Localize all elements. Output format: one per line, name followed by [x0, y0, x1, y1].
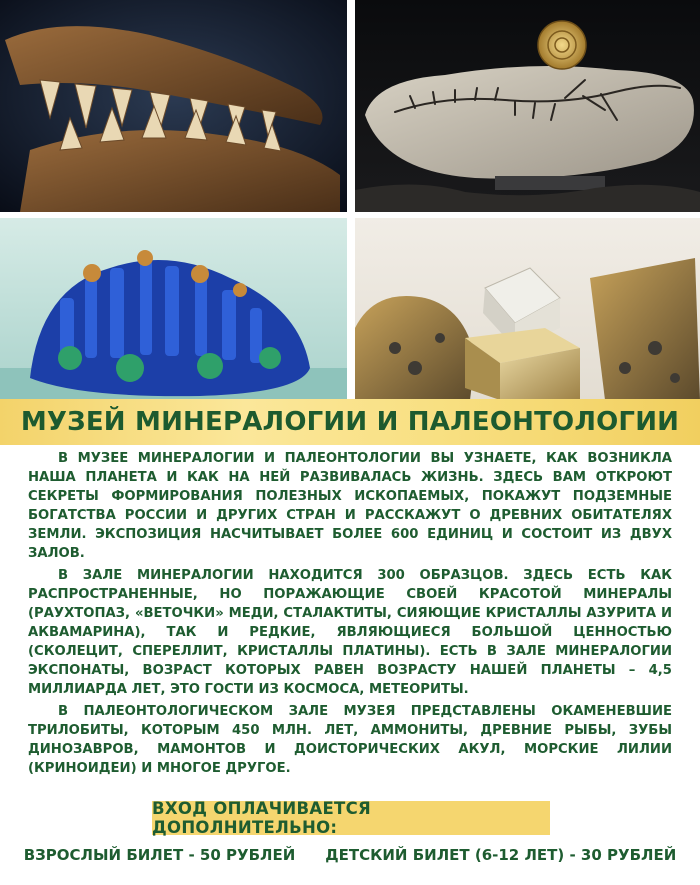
page-title: МУЗЕЙ МИНЕРАЛОГИИ И ПАЛЕОНТОЛОГИИ [20, 407, 680, 437]
adult-ticket-price: ВЗРОСЛЫЙ БИЛЕТ - 50 РУБЛЕЙ [23, 846, 296, 864]
paragraph-mineralogy: В ЗАЛЕ МИНЕРАЛОГИИ НАХОДИТСЯ 300 ОБРАЗЦОВ. ЗДЕСЬ ЕСТЬ КАК РАСПРОСТРАНЕННЫЕ, НО ПОРАЖАЮЩИЕ СВОЕЙ КРАСОТОЙ МИНЕРАЛЫ (РАУХТОПАЗ, «ВЕТОЧКИ» МЕДИ, СТАЛАКТИТЫ, СИЯЮЩИЕ КРИСТАЛЛЫ АЗУРИТА И АКВАМАРИНА), ТАК И РЕДКИЕ, ЯВЛЯЮЩИЕСЯ БОЛЬШОЙ ЦЕННОСТЬЮ (СКОЛЕЦИТ, СПЕРЕЛЛИТ, КРИСТАЛЛЫ ПЛАТИНЫ). ЕСТЬ В ЗАЛЕ МИНЕРАЛОГИИ ЭКСПОНАТЫ, ВОЗРАСТ КОТОРЫХ РАВЕН ВОЗРАСТУ НАШЕЙ ПЛАНЕТЫ – 4,5 МИЛЛИАРДА ЛЕТ, ЭТО ГОСТИ ИЗ КОСМОСА, МЕТЕОРИТЫ. [28, 568, 672, 697]
description-text [28, 449, 672, 781]
fossil-skeleton-slab-photo [355, 0, 700, 212]
azurite-crystals-photo [0, 218, 347, 400]
child-ticket-price: ДЕТСКИЙ БИЛЕТ (6-12 ЛЕТ) - 30 РУБЛЕЙ [325, 846, 677, 864]
ticket-prices [0, 846, 700, 864]
pyrite-cubes-photo [355, 218, 700, 400]
title-band [0, 399, 700, 445]
price-header-text: ВХОД ОПЛАЧИВАЕТСЯ ДОПОЛНИТЕЛЬНО: [152, 799, 372, 837]
paragraph-intro: В МУЗЕЕ МИНЕРАЛОГИИ И ПАЛЕОНТОЛОГИИ ВЫ УЗНАЕТЕ, КАК ВОЗНИКЛА НАША ПЛАНЕТА И КАК НА НЕЙ РАЗВИВАЛАСЬ ЖИЗНЬ. ЗДЕСЬ ВАМ ОТКРОЮТ СЕКРЕТЫ ФОРМИРОВАНИЯ ПОЛЕЗНЫХ ИСКОПАЕМЫХ, ПОКАЖУТ ПОДЗЕМНЫЕ БОГАТСТВА РОССИИ И ДРУГИХ СТРАН И РАССКАЖУТ О ДРЕВНИХ ОБИТАТЕЛЯХ ЗЕМЛИ. ЭКСПОЗИЦИЯ НАСЧИТЫВАЕТ БОЛЕЕ 600 ЕДИНИЦ И СОСТОИТ ИЗ ДВУХ ЗАЛОВ. [28, 451, 672, 561]
price-header-band [152, 801, 550, 835]
paragraph-paleontology: В ПАЛЕОНТОЛОГИЧЕСКОМ ЗАЛЕ МУЗЕЯ ПРЕДСТАВЛЕНЫ ОКАМЕНЕВШИЕ ТРИЛОБИТЫ, КОТОРЫМ 450 МЛН. ЛЕТ, АММОНИТЫ, ДРЕВНИЕ РЫБЫ, ЗУБЫ ДИНОЗАВРОВ, МАМОНТОВ И ДОИСТОРИЧЕСКИХ АКУЛ, МОРСКИЕ ЛИЛИИ (КРИНОИДЕИ) И МНОГОЕ ДРУГОЕ. [28, 704, 672, 776]
fossil-jaw-photo [0, 0, 347, 212]
